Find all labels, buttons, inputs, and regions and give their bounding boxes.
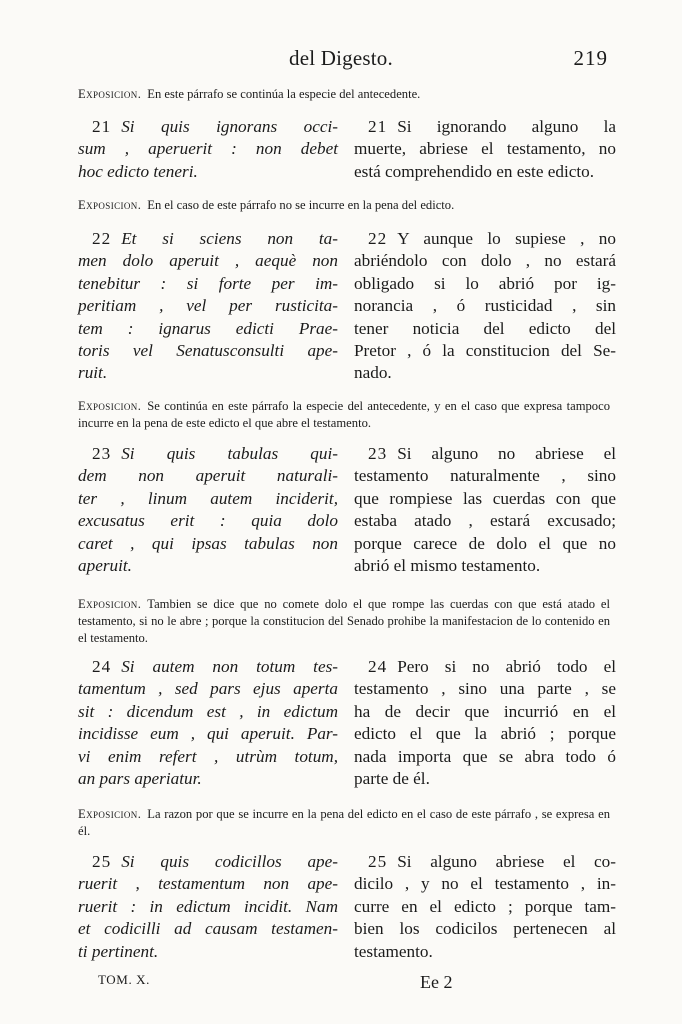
exposicion-text: La razon por que se incurre en la pena del edicto en el caso de este párrafo , se expresa en él. bbox=[78, 807, 610, 838]
latin-line: ruit. bbox=[78, 363, 108, 383]
spanish-line: muerte, abriese el testamento, no bbox=[354, 139, 616, 159]
latin-first-line-text: Et si sciens non ta- bbox=[121, 229, 338, 248]
latin-line bbox=[78, 656, 338, 678]
spanish-line: curre en el edicto ; porque tam- bbox=[354, 896, 616, 916]
latin-line bbox=[78, 228, 338, 250]
exposicion-note bbox=[78, 197, 610, 214]
latin-line: men dolo aperuit , aequè non bbox=[78, 251, 338, 271]
latin-line: dem non aperuit naturali- bbox=[78, 466, 338, 486]
spanish-first-line-text: Si alguno abriese el co- bbox=[397, 852, 616, 871]
latin-first-line-text: Si quis ignorans occi- bbox=[121, 117, 338, 136]
spanish-line: edicto el que la abrió ; porque bbox=[354, 724, 616, 744]
exposicion-label: Exposicion. bbox=[78, 87, 142, 101]
latin-line: tenebitur : si forte per im- bbox=[78, 273, 338, 293]
spanish-first-line-text: Y aunque lo supiese , no bbox=[397, 229, 616, 248]
paragraph-number: 24 bbox=[368, 657, 388, 676]
volume-label: TOM. X. bbox=[98, 972, 150, 987]
page-footer bbox=[98, 972, 602, 994]
spanish-first-line-text: Pero si no abrió todo el bbox=[397, 657, 616, 676]
spanish-paragraph bbox=[354, 851, 616, 963]
spanish-line: estaba atado , estará excusado; bbox=[354, 511, 616, 531]
spanish-line: testamento , sino una parte , se bbox=[354, 679, 616, 699]
spanish-paragraph bbox=[354, 443, 616, 577]
latin-line bbox=[78, 443, 338, 465]
latin-line: peritiam , vel per rusticita- bbox=[78, 296, 338, 316]
latin-line: et codicilli ad causam testamen- bbox=[78, 919, 338, 939]
paragraph-number: 23 bbox=[368, 444, 388, 463]
spanish-paragraph bbox=[354, 228, 616, 385]
spanish-first-line-text: Si alguno no abriese el bbox=[397, 444, 616, 463]
paragraph-number: 22 bbox=[92, 229, 112, 248]
spanish-line: nada importa que se abra todo ó bbox=[354, 746, 616, 766]
spanish-line: que rompiese las cuerdas con que bbox=[354, 488, 616, 508]
spanish-line: tener noticia del edicto del bbox=[354, 318, 616, 338]
spanish-line: abriéndolo con dolo , no estará bbox=[354, 251, 616, 271]
spanish-line: bien los codicilos pertenecen al bbox=[354, 919, 616, 939]
latin-line: caret , qui ipsas tabulas non bbox=[78, 533, 338, 553]
spanish-paragraph bbox=[354, 116, 616, 183]
latin-line: hoc edicto teneri. bbox=[78, 161, 198, 181]
page-number: 219 bbox=[573, 46, 608, 70]
exposicion-note bbox=[78, 86, 610, 103]
spanish-line: nado. bbox=[354, 363, 392, 383]
exposicion-text: Tambien se dice que no comete dolo el que rompe las cuerdas con que está atado el testamento, si no le abre ; porque la constitucion del Senado prohibe la manifestacion de lo contenido en el testamento. bbox=[78, 597, 610, 645]
spanish-line: abrió el mismo testamento. bbox=[354, 556, 541, 576]
latin-paragraph bbox=[78, 851, 338, 963]
paragraph-number: 21 bbox=[92, 117, 112, 136]
latin-line: sum , aperuerit : non debet bbox=[78, 139, 338, 159]
spanish-line bbox=[354, 116, 616, 138]
latin-line: sit : dicendum est , in edictum bbox=[78, 701, 338, 721]
spanish-line: testamento naturalmente , sino bbox=[354, 466, 616, 486]
spanish-line: porque carece de dolo el que no bbox=[354, 533, 616, 553]
spanish-line: testamento. bbox=[354, 941, 433, 961]
latin-line: incidisse eum , qui aperuit. Par- bbox=[78, 724, 338, 744]
latin-line: ruerit : in edictum incidit. Nam bbox=[78, 896, 338, 916]
latin-line: an pars aperiatur. bbox=[78, 769, 202, 789]
spanish-line bbox=[354, 656, 616, 678]
spanish-line: dicilo , y no el testamento , in- bbox=[354, 874, 616, 894]
latin-paragraph bbox=[78, 228, 338, 385]
exposicion-text: En este párrafo se continúa la especie del antecedente. bbox=[147, 87, 421, 101]
exposicion-label: Exposicion. bbox=[78, 198, 142, 212]
exposicion-label: Exposicion. bbox=[78, 399, 142, 413]
exposicion-note bbox=[78, 806, 610, 840]
spanish-first-line-text: Si ignorando alguno la bbox=[397, 117, 616, 136]
latin-line: tamentum , sed pars ejus aperta bbox=[78, 679, 338, 699]
latin-line: ti pertinent. bbox=[78, 941, 159, 961]
exposicion-label: Exposicion. bbox=[78, 807, 142, 821]
latin-line bbox=[78, 851, 338, 873]
exposicion-text: En el caso de este párrafo no se incurre en la pena del edicto. bbox=[147, 198, 455, 212]
exposicion-text: Se continúa en este párrafo la especie del antecedente, y en el caso que expresa tampoco incurre en la pena de este edicto el que abre el testamento. bbox=[78, 399, 610, 430]
spanish-line: parte de él. bbox=[354, 769, 430, 789]
exposicion-label: Exposicion. bbox=[78, 597, 142, 611]
latin-paragraph bbox=[78, 656, 338, 790]
spanish-line bbox=[354, 851, 616, 873]
latin-line: tem : ignarus edicti Prae- bbox=[78, 318, 338, 338]
paragraph-number: 21 bbox=[368, 117, 388, 136]
latin-line: excusatus erit : quia dolo bbox=[78, 511, 338, 531]
spanish-line bbox=[354, 443, 616, 465]
running-header bbox=[80, 46, 608, 76]
latin-first-line-text: Si autem non totum tes- bbox=[121, 657, 338, 676]
latin-line: toris vel Senatusconsulti ape- bbox=[78, 341, 338, 361]
paragraph-number: 25 bbox=[92, 852, 112, 871]
latin-paragraph bbox=[78, 116, 338, 183]
latin-line: ruerit , testamentum non ape- bbox=[78, 874, 338, 894]
latin-line: ter , linum autem inciderit, bbox=[78, 488, 338, 508]
page-title: del Digesto. bbox=[289, 46, 393, 70]
spanish-paragraph bbox=[354, 656, 616, 790]
spanish-line: norancia , ó rusticidad , sin bbox=[354, 296, 616, 316]
latin-first-line-text: Si quis tabulas qui- bbox=[121, 444, 338, 463]
paragraph-number: 25 bbox=[368, 852, 388, 871]
spanish-line: Pretor , ó la constitucion del Se- bbox=[354, 341, 616, 361]
paragraph-number: 23 bbox=[92, 444, 112, 463]
latin-line: vi enim refert , utrùm totum, bbox=[78, 746, 338, 766]
spanish-line bbox=[354, 228, 616, 250]
latin-paragraph bbox=[78, 443, 338, 577]
latin-line bbox=[78, 116, 338, 138]
paragraph-number: 22 bbox=[368, 229, 388, 248]
spanish-line: está comprehendido en este edicto. bbox=[354, 161, 595, 181]
spanish-line: ha de decir que incurrió en el bbox=[354, 701, 616, 721]
spanish-line: obligado si lo abrió por ig- bbox=[354, 273, 616, 293]
paragraph-number: 24 bbox=[92, 657, 112, 676]
latin-first-line-text: Si quis codicillos ape- bbox=[121, 852, 338, 871]
signature-mark: Ee 2 bbox=[420, 972, 453, 992]
latin-line: aperuit. bbox=[78, 556, 132, 576]
exposicion-note bbox=[78, 398, 610, 432]
exposicion-note bbox=[78, 596, 610, 647]
